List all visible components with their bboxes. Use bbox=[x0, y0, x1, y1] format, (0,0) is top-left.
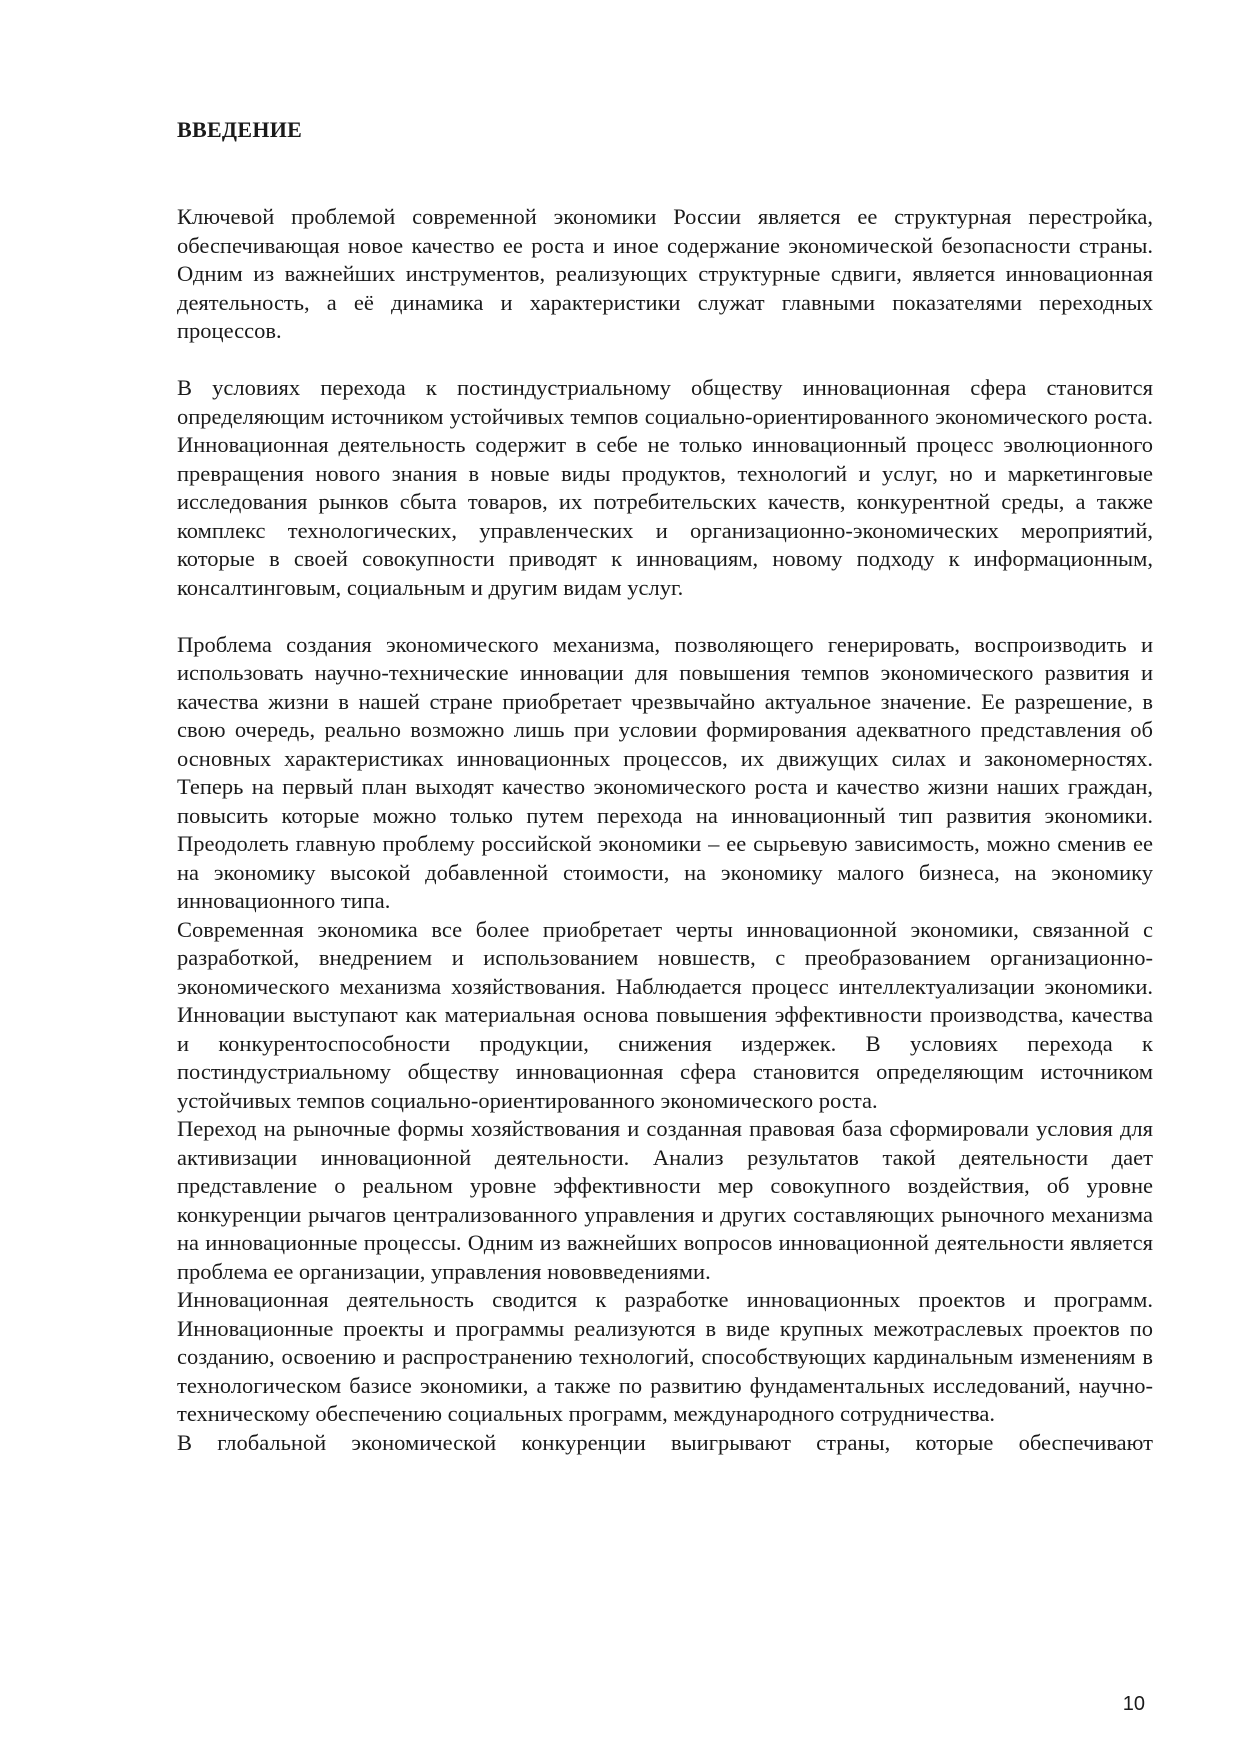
page-number: 10 bbox=[1122, 1693, 1145, 1715]
paragraph-2: В условиях перехода к постиндустриальному обществу инновационная сфера становится определяющим источником устойчивых темпов социально-ориентированного экономического роста. Инновационная деятельность содержит в себе не только инновационный процесс эволюционного превращения нового знания в новые виды продуктов, технологий и услуг, но и маркетинговые исследования рынков сбыта товаров, их потребительских качеств, конкурентной среды, а также комплекс технологических, управленческих и организационно-экономических мероприятий, которые в своей совокупности приводят к инновациям, новому подходу к информационным, консалтинговым, социальным и другим видам услуг. bbox=[177, 375, 1153, 600]
paragraph-5: Переход на рыночные формы хозяйствования и созданная правовая база сформировали условия для активизации инновационной деятельности. Анализ результатов такой деятельности дает представление о реальном уровне эффективности мер совокупного воздействия, об уровне конкуренции рычагов централизованного управления и других составляющих рыночного механизма на инновационные процессы. Одним из важнейших вопросов инновационной деятельности является проблема ее организации, управления нововведениями. bbox=[177, 1116, 1153, 1284]
document-page bbox=[177, 0, 1153, 1754]
paragraph-3: Проблема создания экономического механизма, позволяющего генерировать, воспроизводить и использовать научно-технические инновации для повышения темпов экономического развития и качества жизни в нашей стране приобретает чрезвычайно актуальное значение. Ее разрешение, в свою очередь, реально возможно лишь при условии формирования адекватного представления об основных характеристиках инновационных процессов, их движущих силах и закономерностях. Теперь на первый план выходят качество экономического роста и качество жизни наших граждан, повысить которые можно только путем перехода на инновационный тип развития экономики. Преодолеть главную проблему российской экономики – ее сырьевую зависимость, можно сменив ее на экономику высокой добавленной стоимости, на экономику малого бизнеса, на экономику инновационного типа. bbox=[177, 631, 1153, 913]
paragraph-6: Инновационная деятельность сводится к разработке инновационных проектов и программ. Инновационные проекты и программы реализуются в виде крупных межотраслевых проектов по созданию, освоению и распространению технологий, способствующих кардинальным изменениям в технологическом базисе экономики, а также по развитию фундаментальных исследований, научно-техническому обеспечению социальных программ, международного сотрудничества. bbox=[177, 1287, 1153, 1426]
paragraph-7: В глобальной экономической конкуренции выигрывают страны, которые обеспечивают bbox=[177, 1429, 1153, 1455]
paragraph-4: Современная экономика все более приобретает черты инновационной экономики, связанной с разработкой, внедрением и использованием новшеств, с преобразованием организационно-экономического механизма хозяйствования. Наблюдается процесс интеллектуализации экономики. Инновации выступают как материальная основа повышения эффективности производства, качества и конкурентоспособности продукции, снижения издержек. В условиях перехода к постиндустриальному обществу инновационная сфера становится определяющим источником устойчивых темпов социально-ориентированного экономического роста. bbox=[177, 916, 1153, 1113]
paragraph-1: Ключевой проблемой современной экономики России является ее структурная перестройка, обеспечивающая новое качество ее роста и иное содержание экономической безопасности страны. Одним из важнейших инструментов, реализующих структурные сдвиги, является инновационная деятельность, а её динамика и характеристики служат главными показателями переходных процессов. bbox=[177, 204, 1153, 343]
section-heading: ВВЕДЕНИЕ bbox=[177, 117, 303, 142]
body-text bbox=[177, 203, 1153, 1457]
